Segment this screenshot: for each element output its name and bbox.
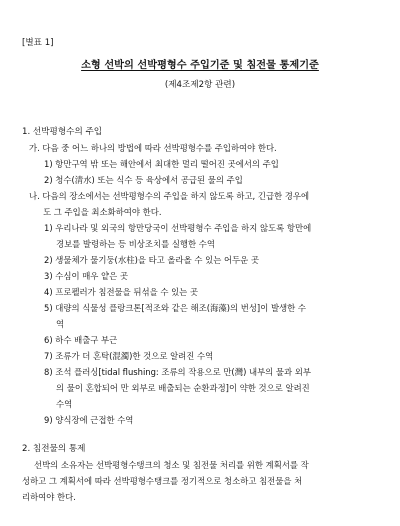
item-na-1-line1: 1) 우리나라 및 외국의 항만당국이 선박평형수 주입을 하지 않도록 항만에: [44, 223, 312, 233]
section-2-paragraph-line1: 선박의 소유자는 선박평형수탱크의 청소 및 침전물 처리를 위한 계획서를 작: [34, 460, 309, 470]
item-na-line2: 도 그 주입을 최소화하여야 한다.: [43, 207, 162, 217]
item-na-9: 9) 양식장에 근접한 수역: [44, 415, 134, 425]
item-na-8-line3: 수역: [56, 399, 73, 409]
item-ga: 가. 다음 중 어느 하나의 방법에 따라 선박평형수를 주입하여야 한다.: [29, 143, 277, 153]
item-na-8-line2: 의 물이 혼합되어 만 외부로 배출되는 순환과정]이 약한 것으로 알려진: [56, 383, 310, 393]
section-2-paragraph-line3: 리하여야 한다.: [22, 492, 76, 502]
item-na-6: 6) 하수 배출구 부근: [44, 335, 118, 345]
item-ga-2: 2) 청수(淸水) 또는 식수 등 육상에서 공급된 물의 주입: [44, 175, 243, 185]
item-na-8-line1: 8) 조석 플러싱[tidal flushing: 조류의 작용으로 만(灣) 내부의 물과 외부: [44, 367, 311, 377]
item-na-2: 2) 생물체가 물기둥(水柱)을 타고 올라올 수 있는 어두운 곳: [44, 255, 259, 265]
item-na-1-line2: 경보를 발령하는 등 비상조치를 실행한 수역: [56, 239, 215, 249]
item-ga-1: 1) 항만구역 밖 또는 해안에서 최대한 멀리 떨어진 곳에서의 주입: [44, 159, 279, 169]
annex-label: [별표 1]: [22, 38, 54, 48]
item-na-5-line2: 역: [56, 319, 65, 329]
document-subtitle: (제4조제2항 관련): [164, 80, 236, 90]
item-na-7: 7) 조류가 더 혼탁(混濁)한 것으로 알려진 수역: [44, 351, 214, 361]
item-na-4: 4) 프로펠러가 침전물을 뒤섞을 수 있는 곳: [44, 287, 199, 297]
section-1-heading: 1. 선박평형수의 주입: [22, 127, 103, 137]
document-title: 소형 선박의 선박평형수 주입기준 및 침전물 통제기준: [81, 60, 319, 71]
section-2-paragraph-line2: 성하고 그 계획서에 따라 선박평형수탱크를 정기적으로 청소하고 침전물을 처: [22, 476, 303, 486]
item-na-3: 3) 수심이 매우 얕은 곳: [44, 271, 128, 281]
section-2-heading: 2. 침전물의 통제: [22, 444, 86, 454]
item-na-5-line1: 5) 대량의 식물성 플랑크톤[적조와 같은 해조(海藻)의 번성]이 발생한 수: [44, 303, 306, 313]
item-na-line1: 나. 다음의 장소에서는 선박평형수의 주입을 하지 않도록 하고, 긴급한 경우에: [29, 191, 310, 201]
